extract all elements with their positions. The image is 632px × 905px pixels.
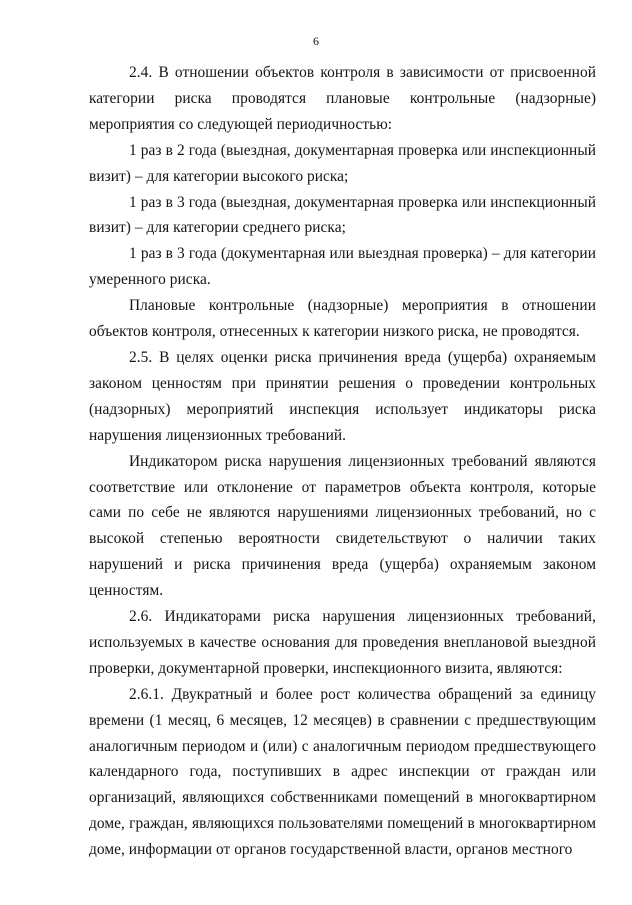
paragraph-low-risk: Плановые контрольные (надзорные) мероприятия в отношении объектов контроля, отнесенных к категории низкого риска, не проводятся. xyxy=(89,297,596,341)
paragraph-high-risk: 1 раз в 2 года (выездная, документарная проверка или инспекционный визит) – для категории высокого риска; xyxy=(89,141,596,185)
paragraph-2-6-1: 2.6.1. Двукратный и более рост количества обращений за единицу времени (1 месяц, 6 месяцев, 12 месяцев) в сравнении с предшествующим аналогичным периодом и (или) с аналогичным периодом предшествующего календарного года, поступивших в адрес инспекции от граждан или организаций, являющихся собственниками помещений в многоквартирном доме, граждан, являющихся пользователями помещений в многоквартирном доме, информации от органов государственной власти, органов местного xyxy=(89,685,596,859)
document-body xyxy=(89,60,596,863)
paragraph-2-4: 2.4. В отношении объектов контроля в зависимости от присвоенной категории риска проводятся плановые контрольные (надзорные) мероприятия со следующей периодичностью: xyxy=(89,64,596,133)
paragraph-medium-risk: 1 раз в 3 года (выездная, документарная проверка или инспекционный визит) – для категории среднего риска; xyxy=(89,193,596,237)
paragraph-indicator-definition: Индикатором риска нарушения лицензионных требований являются соответствие или отклонение от параметров объекта контроля, которые сами по себе не являются нарушениями лицензионных требований, но с высокой степенью вероятности свидетельствуют о наличии таких нарушений и риска причинения вреда (ущерба) охраняемым законом ценностям. xyxy=(89,452,596,600)
paragraph-2-5: 2.5. В целях оценки риска причинения вреда (ущерба) охраняемым законом ценностям при принятии решения о проведении контрольных (надзорных) мероприятий инспекция использует индикаторы риска нарушения лицензионных требований. xyxy=(89,348,596,444)
paragraph-2-6: 2.6. Индикаторами риска нарушения лицензионных требований, используемых в качестве основания для проведения внеплановой выездной проверки, документарной проверки, инспекционного визита, являются: xyxy=(89,608,596,677)
page-number: 6 xyxy=(313,34,319,48)
paragraph-moderate-risk: 1 раз в 3 года (документарная или выездная проверка) – для категории умеренного риска. xyxy=(89,245,596,289)
